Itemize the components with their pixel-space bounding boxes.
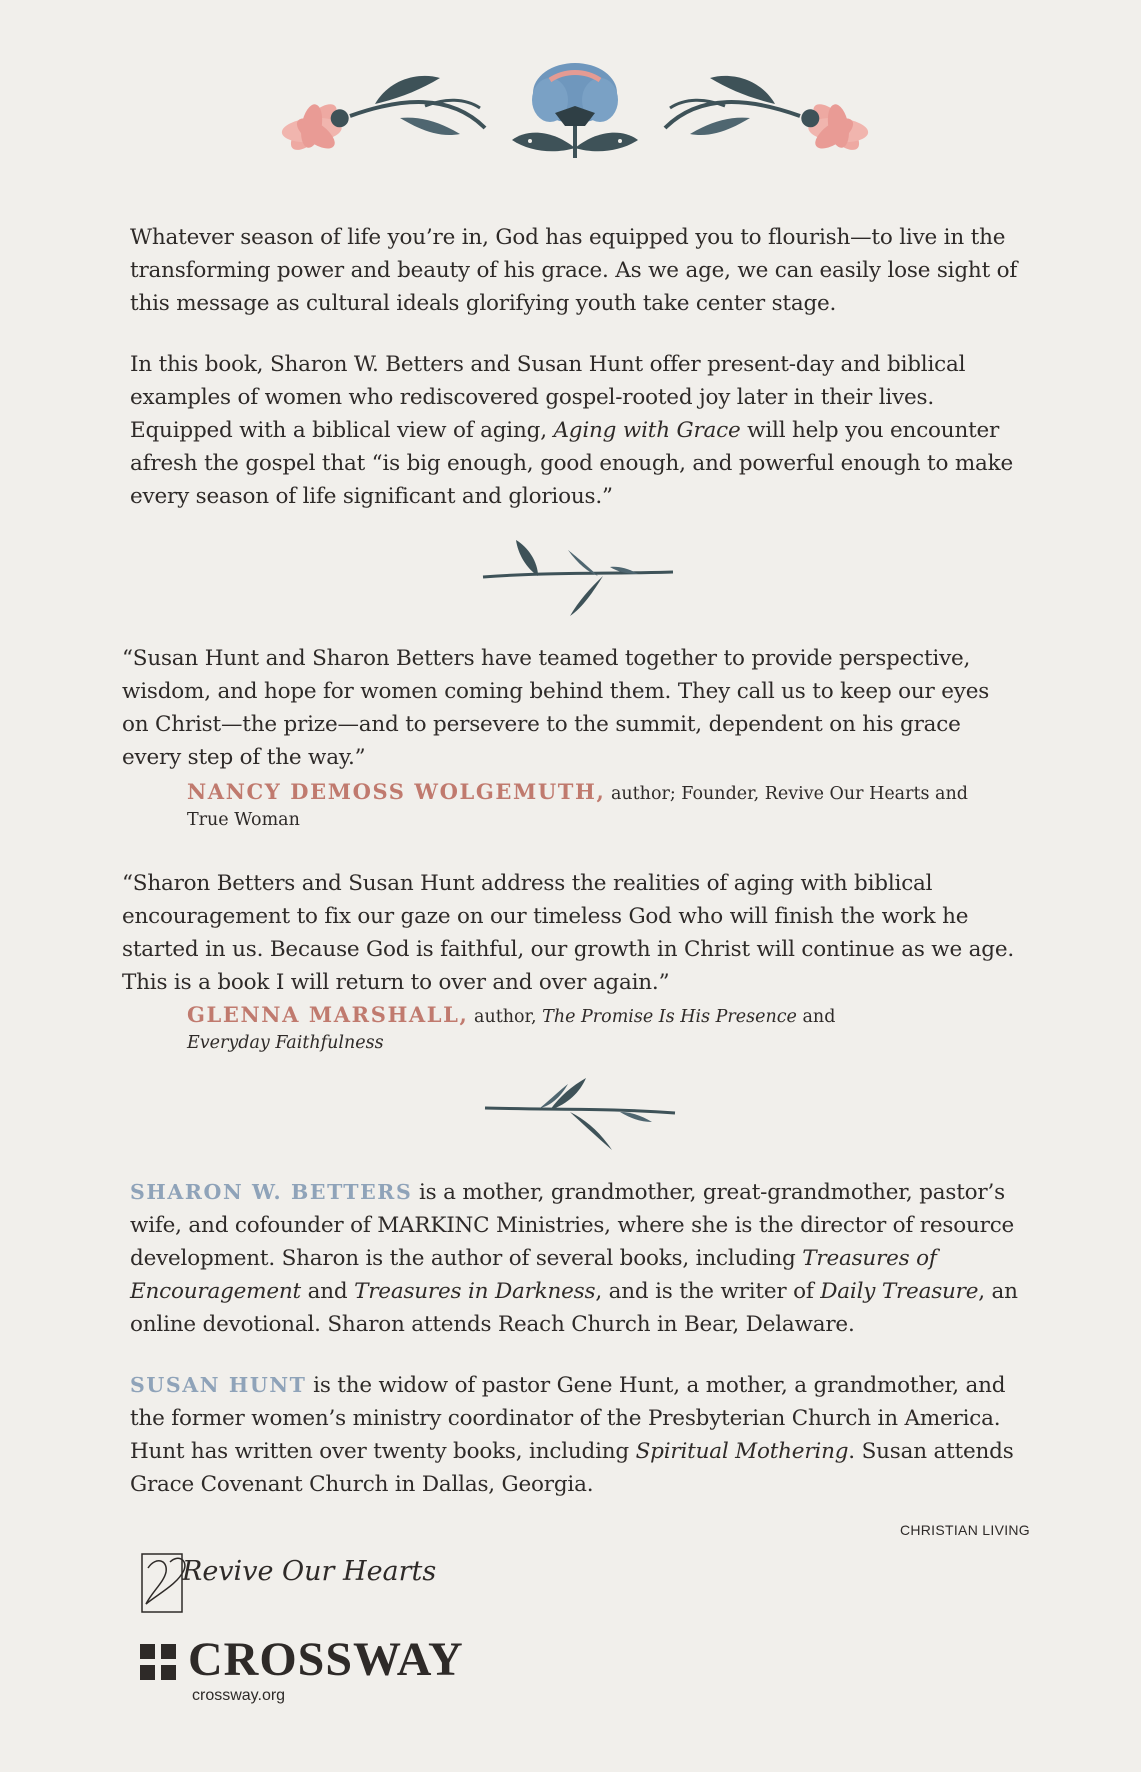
revive-logo-text: Revive Our Hearts — [182, 1556, 437, 1587]
leaf-divider-icon — [480, 1068, 680, 1158]
bio-betters-text-3: , and is the writer of — [595, 1279, 814, 1304]
bio-sharon-betters — [130, 1176, 1030, 1341]
intro-paragraph-2 — [130, 348, 1030, 513]
endorser-book-2: Everyday Faithfulness — [187, 1033, 384, 1053]
book-title: Aging with Grace — [553, 418, 741, 443]
bio-hunt-book-1: Spiritual Mothering — [635, 1439, 849, 1464]
endorsement-attribution-1 — [187, 779, 987, 833]
bio-betters-text-2: and — [307, 1279, 348, 1304]
bio-hunt-text-2: . Susan attends Grace Covenant Church in Dallas, Georgia. — [130, 1439, 1014, 1497]
endorser-role-2: author, — [474, 1007, 537, 1027]
endorser-and: and — [802, 1007, 836, 1027]
revive-our-hearts-logo — [138, 1548, 437, 1618]
crossway-mark-icon — [140, 1644, 176, 1680]
crossway-wordmark: CROSSWAY — [188, 1633, 464, 1686]
endorser-name-1: NANCY DEMOSS WOLGEMUTH, — [187, 779, 606, 804]
bio-betters-text-1: is a mother, grandmother, great-grandmother, pastor’s wife, and cofounder of MARKINC Ministries, where she is the director of resource development. Sharon is the author of several books, including — [130, 1180, 1015, 1271]
intro-paragraph-1: Whatever season of life you’re in, God has equipped you to flourish—to live in the transforming power and beauty of his grace. As we age, we can easily lose sight of this message as cultural ideals glorifying youth take center stage. — [130, 225, 1018, 316]
crossway-logo — [140, 1634, 480, 1684]
bio-name-betters: SHARON W. BETTERS — [130, 1180, 413, 1204]
endorsement-quote-2: “Sharon Betters and Susan Hunt address the realities of aging with biblical encouragement to fix our gaze on our timeless God who will finish the work he started in us. Because God is faithful, our growth in Christ will continue as we age. This is a book I will return to over and over again.” — [122, 871, 1014, 995]
bio-name-hunt: SUSAN HUNT — [130, 1373, 307, 1397]
publisher-url: crossway.org — [192, 1687, 286, 1704]
endorser-role-1: author; Founder, Revive Our Hearts and True Woman — [187, 784, 968, 830]
endorsement-attribution-2 — [187, 1002, 987, 1056]
bio-susan-hunt — [130, 1369, 1030, 1501]
intro-p2-text-before: In this book, Sharon W. Betters and Susan Hunt offer present-day and biblical examples of women who rediscovered gospel-rooted joy later in their lives. Equipped with a biblical view of aging, — [130, 352, 966, 443]
bio-betters-text-4: , an online devotional. Sharon attends Reach Church in Bear, Delaware. — [130, 1279, 1018, 1337]
intro-p2-text-after: will help you encounter afresh the gospel that “is big enough, good enough, and powerful enough to make every season of life significant and glorious.” — [130, 418, 1014, 509]
endorsement-quote-1: “Susan Hunt and Sharon Betters have teamed together to provide perspective, wisdom, and hope for women coming behind them. They call us to keep our eyes on Christ—the prize—and to persevere to the summit, dependent on his grace every step of the way.” — [122, 646, 990, 770]
bio-betters-book-1: Treasures of Encouragement — [130, 1246, 937, 1304]
bio-betters-book-2: Treasures in Darkness — [354, 1279, 596, 1304]
endorser-book-1: The Promise Is His Presence — [542, 1007, 797, 1027]
floral-ornament-icon — [280, 58, 870, 178]
endorser-name-2: GLENNA MARSHALL, — [187, 1002, 469, 1027]
category-label: CHRISTIAN LIVING — [899, 1522, 1030, 1538]
leaf-divider-icon — [478, 532, 678, 622]
bio-hunt-text-1: is the widow of pastor Gene Hunt, a mother, a grandmother, and the former women’s ministry coordinator of the Presbyterian Church in America. Hunt has written over twenty books, including — [130, 1373, 1006, 1464]
bio-betters-book-3: Daily Treasure — [820, 1279, 979, 1304]
